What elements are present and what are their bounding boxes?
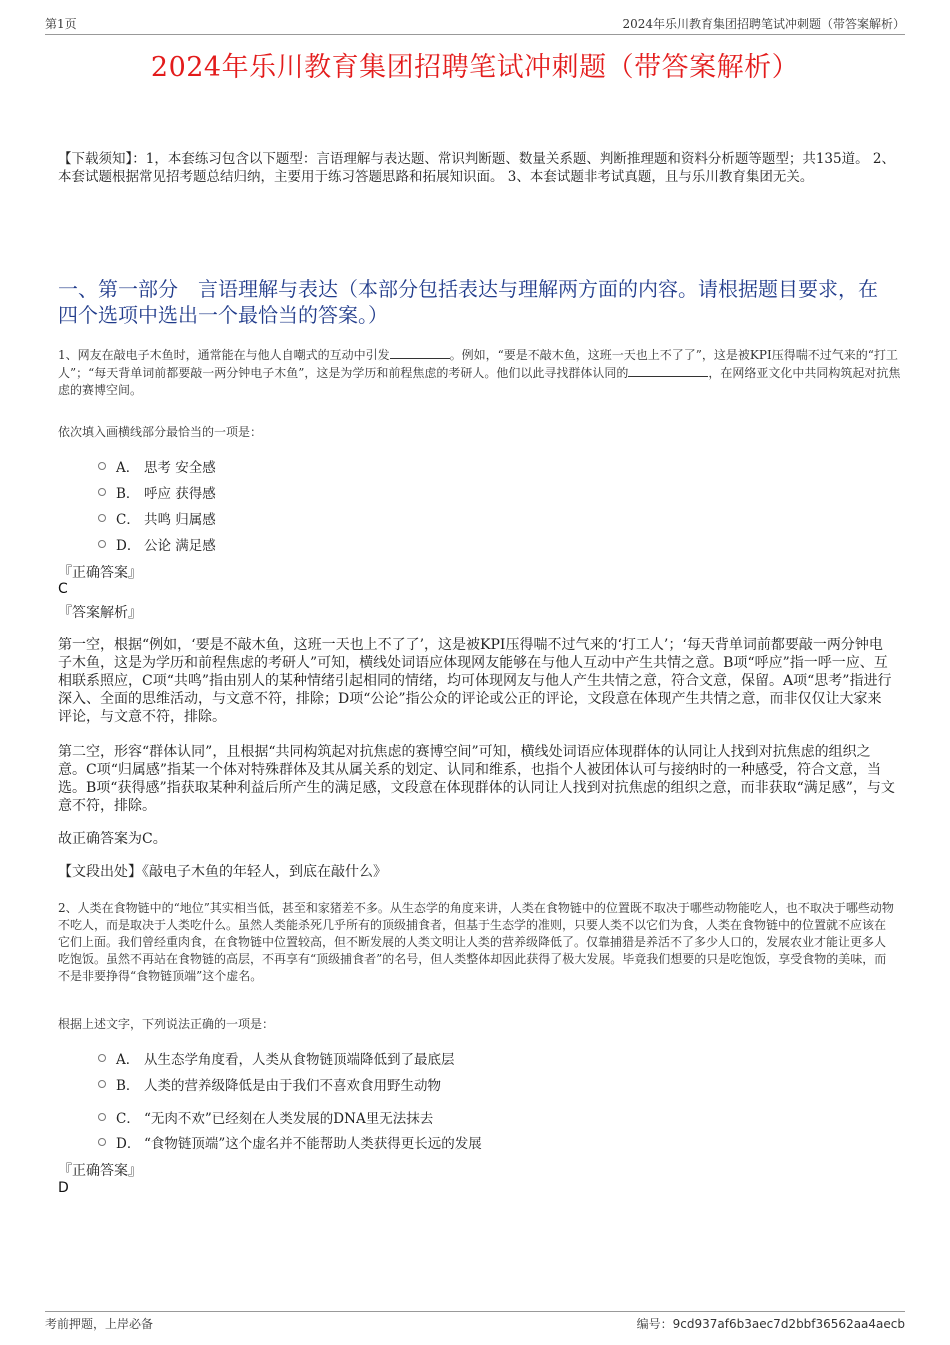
radio-icon[interactable] <box>98 1054 106 1062</box>
q1-source: 【文段出处】《敲电子木鱼的年轻人，到底在敲什么》 <box>58 864 387 880</box>
q2-option-b[interactable] <box>98 1074 441 1094</box>
q1-option-d[interactable] <box>98 534 216 554</box>
footer-code-value: 9cd937af6b3aec7d2bbf36562aa4aecb <box>672 1317 905 1331</box>
q1-answer: C <box>58 581 68 597</box>
q2-option-a[interactable] <box>98 1048 455 1068</box>
q1-analysis-conclusion: 故正确答案为C。 <box>58 831 167 847</box>
q1-text-part-b: 。例如，“要是不敲木鱼，这班一天也上不了了”，这是被KPI压得喘不过气来的“打工人”；“每天背单词前都要敲一两分钟电子木鱼”，这是为学历和前程焦虑的考研人。他们以此寻找群体认同的 <box>58 348 898 380</box>
q1-analysis-paragraph-2: 第二空，形容“群体认同”，且根据“共同构筑起对抗焦虑的赛博空间”可知，横线处词语应体现群体的认同让人找到对抗焦虑的组织之意。C项“归属感”指某一个体对特殊群体及其从属关系的划定、认同和维系，也指个人被团体认可与接纳时的一种感受，符合文意，当选。B项“获得感”指获取某种利益后所产生的满足感，文段意在体现群体的认同让人找到对抗焦虑的组织之意，而非获取“满足感”，与文意不符，排除。 <box>58 744 895 814</box>
option-text: 人类的营养级降低是由于我们不喜欢食用野生动物 <box>144 1078 441 1094</box>
q1-text-part-a: 1、网友在敲电子木鱼时，通常能在与他人自嘲式的互动中引发 <box>58 348 390 362</box>
question-2-prompt: 根据上述文字，下列说法正确的一项是： <box>58 1017 275 1031</box>
footer-code <box>637 1315 905 1332</box>
q2-answer-label: 『正确答案』 <box>58 1163 142 1179</box>
option-text: 思考 安全感 <box>144 460 216 476</box>
option-letter: A． <box>116 1052 140 1068</box>
radio-icon[interactable] <box>98 488 106 496</box>
radio-icon[interactable] <box>98 462 106 470</box>
radio-icon[interactable] <box>98 1113 106 1121</box>
q2-answer: D <box>58 1180 69 1196</box>
option-letter: B． <box>116 1078 140 1094</box>
q1-option-a[interactable] <box>98 456 216 476</box>
radio-icon[interactable] <box>98 514 106 522</box>
option-text: 从生态学角度看，人类从食物链顶端降低到了最底层 <box>144 1052 455 1068</box>
question-1-prompt: 依次填入画横线部分最恰当的一项是： <box>58 425 263 439</box>
page-footer <box>45 1311 905 1332</box>
blank-2 <box>628 364 708 377</box>
q1-text-part-c: ，在网络亚文化中共同构筑起对抗焦虑的赛博空间。 <box>58 366 901 397</box>
q2-option-c[interactable] <box>98 1107 433 1127</box>
option-text: “无肉不欢”已经刻在人类发展的DNA里无法抹去 <box>144 1111 434 1127</box>
page-number: 第1页 <box>45 17 77 31</box>
option-text: 公论 满足感 <box>144 538 216 554</box>
option-text: 共鸣 归属感 <box>144 512 216 528</box>
footer-code-label: 编号： <box>636 1317 673 1331</box>
option-letter: C． <box>116 1111 140 1127</box>
q1-option-c[interactable] <box>98 508 216 528</box>
option-letter: B． <box>116 486 140 502</box>
blank-1 <box>390 346 450 359</box>
option-text: “食物链顶端”这个虚名并不能帮助人类获得更长远的发展 <box>144 1136 482 1152</box>
question-2-text: 2、人类在食物链中的“地位”其实相当低，甚至和家猪差不多。从生态学的角度来讲，人类在食物链中的位置既不取决于哪些动物能吃人，也不取决于哪些动物不吃人，而是取决于人类吃什么。虽然人类能杀死几乎所有的顶级捕食者，但基于生态学的准则，只要人类不以它们为食，人类在食物链中的位置就不应该在它们上面。我们曾经重肉食，在食物链中位置较高，但不断发展的人类文明让人类的营养级降低了。仅靠捕猎是养活不了多少人口的，发展农业才能让更多人吃饱饭。虽然不再站在食物链的高层，不再享有“顶级捕食者”的名号，但人类整体却因此获得了极大发展。毕竟我们想要的只是吃饱饭，享受食物的美味，而不是非要挣得“食物链顶端”这个虚名。 <box>58 901 894 983</box>
document-title: 2024年乐川教育集团招聘笔试冲刺题（带答案解析） <box>150 52 800 83</box>
option-letter: D． <box>116 538 141 554</box>
q1-analysis-paragraph-1: 第一空，根据“例如，‘要是不敲木鱼，这班一天也上不了了’，这是被KPI压得喘不过气来的‘打工人’；‘每天背单词前都要敲一两分钟电子木鱼，这是为学历和前程焦虑的考研人”可知，横线处词语应体现网友能够在与他人互动中产生共情之意。B项“呼应”指一呼一应、互相联系照应，C项“共鸣”指由别人的某种情绪引起相同的情绪，均可体现网友与他人产生共情之意，符合文意，保留。A项“思考”指进行深入、全面的思维活动，与文意不符，排除；D项“公论”指公众的评论或公正的评论，文段意在体现产生共情之意，而非仅仅让大家来评论，与文意不符，排除。 <box>58 637 892 725</box>
q2-option-d[interactable] <box>98 1132 482 1152</box>
radio-icon[interactable] <box>98 1080 106 1088</box>
q1-option-b[interactable] <box>98 482 216 502</box>
radio-icon[interactable] <box>98 1138 106 1146</box>
option-letter: D． <box>116 1136 141 1152</box>
q1-answer-label: 『正确答案』 <box>58 565 142 581</box>
option-letter: A． <box>116 460 140 476</box>
download-notice: 【下载须知】：1，本套练习包含以下题型：言语理解与表达题、常识判断题、数量关系题、判断推理题和资料分析题等题型；共135道。 2、本套试题根据常见招考题总结归纳，主要用于练习答题思路和拓展知识面。 3、本套试题非考试真题，且与乐川教育集团无关。 <box>58 151 895 185</box>
section-title: 一、第一部分 言语理解与表达（本部分包括表达与理解两方面的内容。请根据题目要求，在四个选项中选出一个最恰当的答案。） <box>58 277 878 327</box>
radio-icon[interactable] <box>98 540 106 548</box>
question-1-text <box>58 346 905 399</box>
option-text: 呼应 获得感 <box>144 486 216 502</box>
page-header <box>45 14 905 35</box>
q1-analysis-label: 『答案解析』 <box>58 605 142 621</box>
option-letter: C． <box>116 512 140 528</box>
header-doc-name: 2024年乐川教育集团招聘笔试冲刺题（带答案解析） <box>622 17 905 31</box>
footer-slogan: 考前押题，上岸必备 <box>45 1317 154 1331</box>
